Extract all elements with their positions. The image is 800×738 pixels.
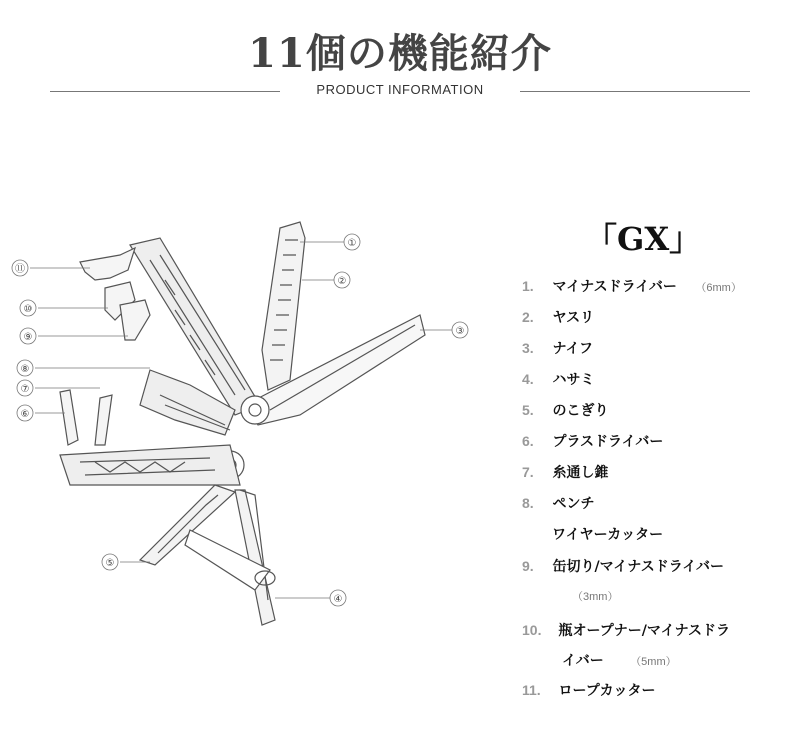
feature-label: プラスドライバー bbox=[552, 434, 664, 450]
feature-number: 9. bbox=[522, 558, 534, 574]
feature-number: 8. bbox=[522, 495, 534, 511]
feature-label: 糸通し錐 bbox=[552, 465, 609, 481]
subtitle-row bbox=[50, 82, 750, 100]
feature-item-5 bbox=[522, 400, 608, 420]
feature-label: 瓶オープナー/マイナスドラ bbox=[558, 623, 731, 639]
feature-item-1 bbox=[522, 276, 742, 296]
multitool-diagram bbox=[0, 200, 490, 640]
feature-number: 6. bbox=[522, 433, 534, 449]
feature-item-8-line2 bbox=[552, 524, 663, 544]
feature-label: ロープカッター bbox=[558, 683, 656, 699]
feature-item-11 bbox=[522, 680, 655, 700]
feature-number: 11. bbox=[522, 682, 541, 698]
feature-number: 1. bbox=[522, 278, 534, 294]
callout-10: ⑩ bbox=[23, 304, 33, 315]
callout-4: ④ bbox=[333, 594, 343, 605]
feature-label: ペンチ bbox=[552, 496, 595, 512]
feature-item-7 bbox=[522, 462, 608, 482]
callout-7: ⑦ bbox=[20, 384, 30, 395]
feature-number: 10. bbox=[522, 622, 542, 638]
feature-number: 7. bbox=[522, 464, 534, 480]
feature-note: （6mm） bbox=[695, 282, 742, 294]
feature-label: ナイフ bbox=[552, 341, 594, 357]
feature-note: （3mm） bbox=[572, 591, 619, 603]
feature-item-8 bbox=[522, 493, 594, 513]
feature-number: 5. bbox=[522, 402, 534, 418]
feature-label: のこぎり bbox=[552, 403, 609, 419]
callout-3: ③ bbox=[455, 326, 465, 337]
feature-number: 4. bbox=[522, 371, 534, 387]
feature-item-9 bbox=[522, 556, 724, 576]
callout-8: ⑧ bbox=[20, 364, 30, 375]
feature-number: 3. bbox=[522, 340, 534, 356]
feature-label-line2: イバー bbox=[562, 653, 604, 669]
callout-9: ⑨ bbox=[23, 332, 33, 343]
feature-item-4 bbox=[522, 369, 594, 389]
callout-5: ⑤ bbox=[105, 558, 115, 569]
page-title: 11個の機能紹介 bbox=[248, 30, 552, 77]
feature-item-2 bbox=[522, 307, 594, 327]
model-name: 「GX」 bbox=[585, 220, 702, 258]
feature-label: ハサミ bbox=[552, 372, 595, 388]
feature-label: 缶切り/マイナスドライバー bbox=[552, 559, 725, 575]
feature-item-3 bbox=[522, 338, 593, 358]
feature-item-10 bbox=[522, 620, 730, 640]
divider-right bbox=[520, 91, 750, 92]
feature-label: マイナスドライバー bbox=[552, 279, 677, 295]
feature-item-9-note bbox=[572, 588, 618, 604]
subtitle: PRODUCT INFORMATION bbox=[316, 82, 484, 97]
callout-11: ⑪ bbox=[15, 264, 25, 275]
feature-item-10-line2 bbox=[562, 650, 677, 670]
callout-2: ② bbox=[337, 276, 347, 287]
feature-note: （5mm） bbox=[630, 656, 677, 668]
feature-number: 2. bbox=[522, 309, 534, 325]
feature-label: ヤスリ bbox=[552, 310, 595, 326]
callout-6: ⑥ bbox=[20, 409, 30, 420]
feature-label-line2: ワイヤーカッター bbox=[552, 527, 664, 543]
divider-left bbox=[50, 91, 280, 92]
feature-item-6 bbox=[522, 431, 663, 451]
callout-1: ① bbox=[347, 238, 357, 249]
